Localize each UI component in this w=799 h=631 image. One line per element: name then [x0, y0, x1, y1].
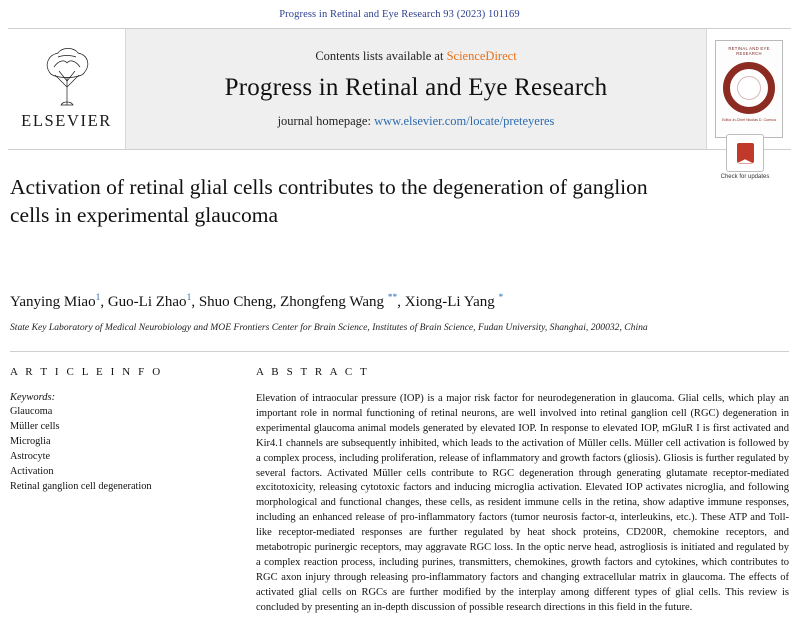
publisher-logo: [8, 29, 126, 149]
journal-title: Progress in Retinal and Eye Research: [224, 74, 608, 101]
elsevier-tree-icon: [30, 43, 104, 109]
author-name: Shuo Cheng: [198, 294, 273, 310]
journal-homepage-link[interactable]: www.elsevier.com/locate/preteyeres: [374, 114, 555, 128]
keyword-item: Retinal ganglion cell degeneration: [10, 480, 152, 492]
homepage-line: [278, 114, 555, 129]
abstract-column: [240, 366, 789, 616]
keyword-item: Müller cells: [10, 420, 60, 432]
title-block: [10, 174, 789, 270]
crossmark-box[interactable]: [726, 134, 764, 172]
author-item: [199, 294, 273, 310]
abstract-heading: A B S T R A C T: [256, 366, 370, 378]
running-head: Progress in Retinal and Eye Research 93 (2023) 101169: [279, 9, 520, 20]
author-name: Zhongfeng Wang: [280, 294, 384, 310]
author-item: [10, 294, 100, 310]
author-item: [280, 294, 397, 310]
author-item: [108, 294, 191, 310]
cover-title: RETINAL AND EYE RESEARCH: [728, 46, 770, 57]
author-name: Yanying Miao: [10, 294, 96, 310]
keyword-item: Astrocyte: [10, 450, 51, 462]
sciencedirect-link[interactable]: ScienceDirect: [446, 49, 517, 63]
cover-image: [715, 40, 783, 138]
keyword-item: Activation: [10, 465, 54, 477]
article-info-heading: A R T I C L E I N F O: [10, 366, 163, 378]
journal-masthead: [8, 28, 791, 150]
crossmark-label: Check for updates: [720, 174, 770, 180]
journal-cover-thumbnail: [706, 29, 791, 149]
author-list: Yanying Miao$^1$, Guo-Li Zhao$^1$, Shuo Cheng, Zhongfeng Wang **, Xiong-Li Yang *: [10, 293, 504, 310]
contents-line: [315, 49, 516, 64]
author-mark: **: [387, 293, 398, 303]
author-item: [405, 294, 504, 310]
author-mark: 1: [186, 293, 192, 303]
author-mark: 1: [95, 293, 101, 303]
page-title: Activation of retinal glial cells contributes to the degeneration of ganglion cells in experimental glaucoma: [10, 175, 648, 227]
author-name: Xiong-Li Yang: [404, 294, 495, 310]
homepage-prefix: journal homepage:: [277, 114, 375, 128]
keyword-item: Glaucoma: [10, 406, 53, 417]
crossmark-badge[interactable]: [717, 134, 773, 182]
author-mark: *: [498, 293, 504, 303]
publisher-name: ELSEVIER: [21, 111, 112, 130]
abstract-text: Elevation of intraocular pressure (IOP) is a major risk factor for neurodegeneration in glaucoma. Glial cells, which play an important role in normal functioning of retinal neurons, are well involved into retinal ganglion cell (RGC) degeneration in experimental glaucoma animal models generated by elevated IOP. In response to elevated IOP, mGluR I is first activated and Kir4.1 channels are subsequently inhibited, which leads to the activation of Müller cells. Müller cell activation is followed by a complex process, including proliferation, release of inflammatory and growth factors (gliosis). Gliosis is further regulated by several factors. Activated Müller cells contribute to RGC degeneration through generating glutamate receptor-mediated excitotoxicity, releasing cytotoxic factors and inducing microglia activation. Elevated IOP activates nicroglia, and following morphological and functional changes, these cells, as resident immune cells in the retina, show adaptive immune responses, including an enhanced release of pro-inflammatory factors (tumor neurosis factor-α, interleukins, etc.). These ATP and Toll-like receptor-mediated responses are further regulated by heat shock proteins, CD200R, chemokine receptors, and metabotropic purinergic receptors, may aggravate RGC loss. In the optic nerve head, astrogliosis is initiated and regulated by a complex reaction process, including purines, transmitters, chemokines, growth factors and cytokines, which contributes to RGC axon injury through releasing pro-inflammatory factors and changing extracellular matrix in glaucoma. The effects of activated glial cells on RGCs are further modified by the interplay among different types of glial cells. This review is concluded by presenting an in-depth discussion of possible research directions in this field in the future.: [256, 393, 789, 613]
author-name: Guo-Li Zhao: [107, 294, 187, 310]
article-info-column: [10, 366, 240, 616]
divider: [10, 351, 789, 352]
shield-icon: [737, 143, 754, 164]
keywords-label: Keywords:: [10, 392, 56, 403]
contents-prefix: Contents lists available at: [315, 49, 447, 63]
affiliation: State Key Laboratory of Medical Neurobiology and MOE Frontiers Center for Brain Science, Institutes of Brain Science, Fudan University, Shanghai, 200032, China: [10, 322, 648, 333]
keyword-item: Microglia: [10, 435, 51, 447]
article-body: [10, 366, 789, 616]
masthead-center: [126, 29, 706, 149]
cover-subtitle: Editor-in-Chief Nicolás D. Cuenca: [722, 117, 776, 122]
cover-ring-graphic: [723, 62, 775, 114]
